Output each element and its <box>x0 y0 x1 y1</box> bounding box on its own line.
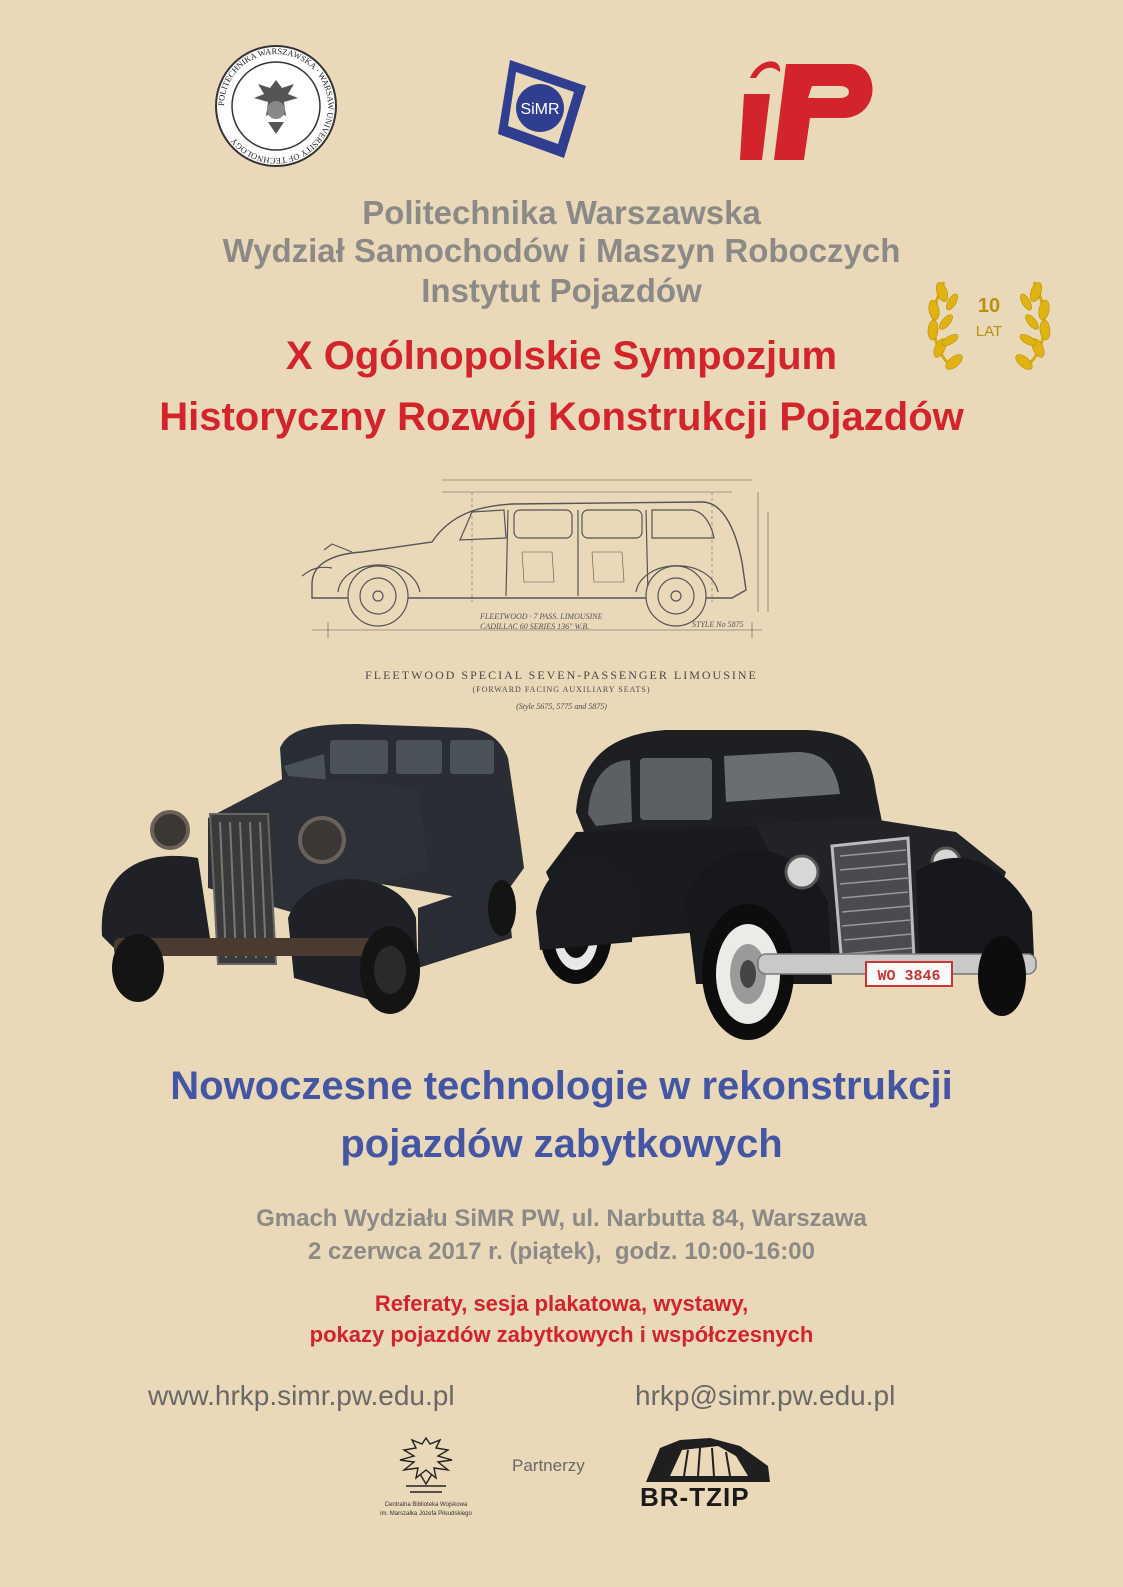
simr-logo-text: SiMR <box>520 101 560 118</box>
blueprint-tag-right: STYLE No 5875 <box>692 620 744 629</box>
brtzip-name: BR-TZIP <box>640 1482 750 1512</box>
header-faculty: Wydział Samochodów i Maszyn Roboczych <box>222 232 901 269</box>
blueprint-tag-left: FLEETWOOD · 7 PASS. LIMOUSINE <box>480 612 603 621</box>
license-plate: WO 3846 <box>877 968 941 985</box>
website-link[interactable]: www.hrkp.simr.pw.edu.pl <box>148 1380 455 1411</box>
venue-address: Gmach Wydziału SiMR PW, ul. Narbutta 84, Warszawa <box>256 1205 867 1232</box>
blueprint-caption-main: FLEETWOOD SPECIAL SEVEN-PASSENGER LIMOUSINE <box>365 668 758 682</box>
anniversary-number: 10 <box>977 295 1001 317</box>
email-link[interactable]: hrkp@simr.pw.edu.pl <box>635 1380 896 1411</box>
theme-line-2: pojazdów zabytkowych <box>340 1122 783 1166</box>
title-subject: Historyczny Rozwój Konstrukcji Pojazdów <box>159 395 964 439</box>
theme-line-1: Nowoczesne technologie w rekonstrukcji <box>170 1064 953 1108</box>
partners-label: Partnerzy <box>512 1456 585 1475</box>
venue-date-time: 2 czerwca 2017 r. (piątek), godz. 10:00-16:00 <box>308 1238 815 1265</box>
simr-logo <box>494 56 594 160</box>
program-line-2: pokazy pojazdów zabytkowych i współczesnych <box>309 1322 814 1347</box>
pw-ring-text: POLITECHNIKA WARSZAWSKA · WARSAW UNIVERSITY OF TECHNOLOGY <box>215 45 337 167</box>
pw-logo <box>214 44 338 168</box>
header-university: Politechnika Warszawska <box>362 194 761 231</box>
car-photo-restored <box>536 722 1040 1048</box>
blueprint-caption-style: (Style 5675, 5775 and 5875) <box>516 702 607 711</box>
cbw-name-line-1: Centralna Biblioteka Wojskowa <box>384 1502 468 1508</box>
title-symposium: X Ogólnopolskie Sympozjum <box>285 334 838 378</box>
program-line-1: Referaty, sesja plakatowa, wystawy, <box>374 1291 749 1316</box>
car-photo-restoration <box>98 718 526 1018</box>
ip-logo-text: iP <box>740 56 741 57</box>
anniversary-word: LAT <box>975 323 1003 340</box>
cbw-name-line-2: im. Marszałka Józefa Piłsudskiego <box>380 1511 472 1517</box>
header-institute: Instytut Pojazdów <box>421 272 702 309</box>
blueprint-tag-left-sub: CADILLAC 60 SERIES 136" W.B. <box>480 622 590 631</box>
ip-logo <box>740 56 882 164</box>
cbw-logo <box>376 1428 476 1505</box>
blueprint-caption-sub: (FORWARD FACING AUXILIARY SEATS) <box>472 685 651 694</box>
eagle-icon <box>376 1428 476 1500</box>
